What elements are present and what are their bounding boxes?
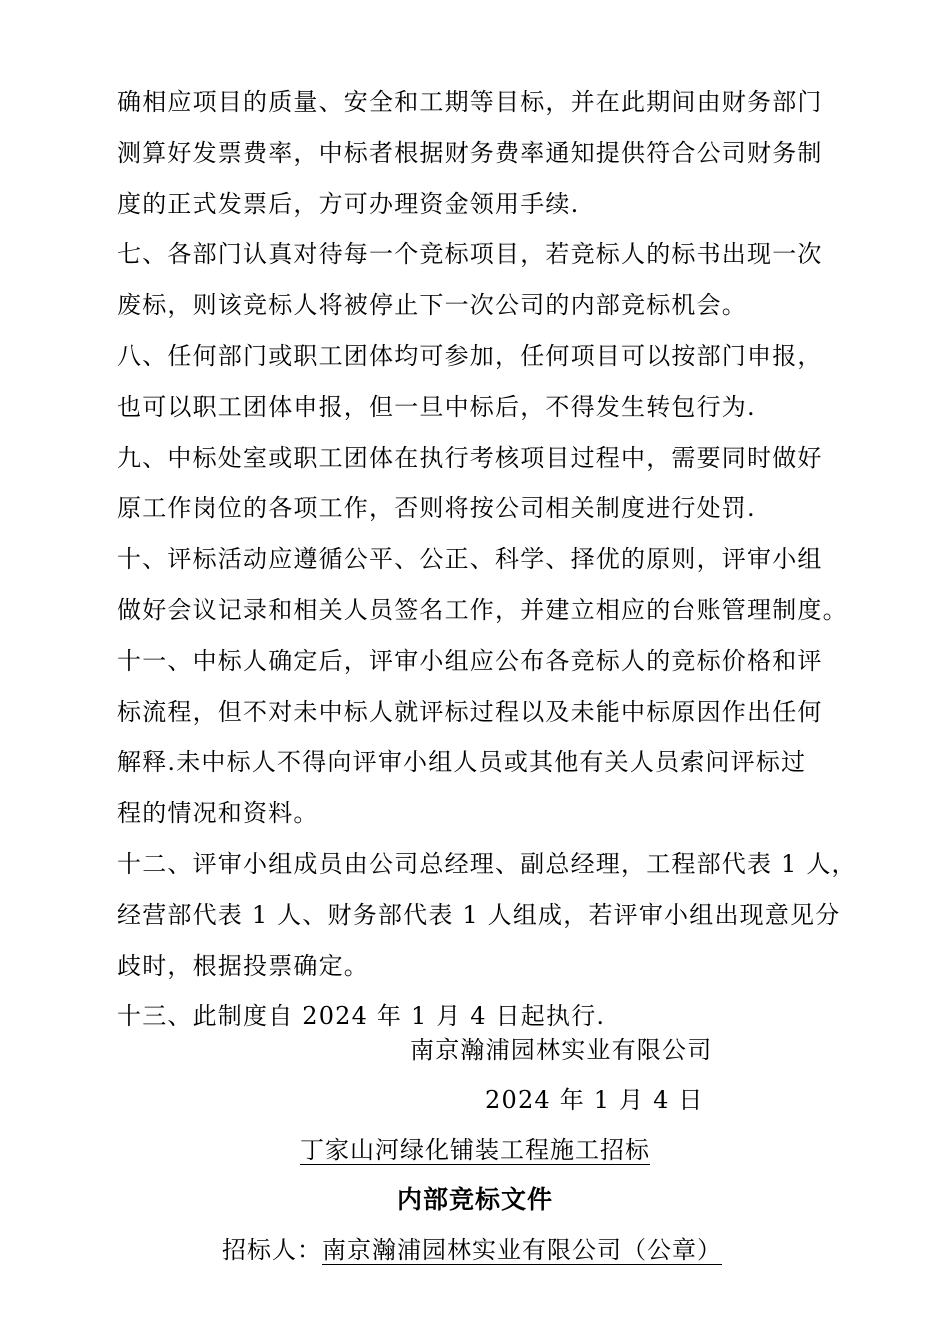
body-line: 也可以职工团体申报，但一旦中标后，不得发生转包行为. [117,392,756,421]
document-title-type: 内部竞标文件 [396,1185,553,1214]
body-line: 八、任何部门或职工团体均可参加，任何项目可以按部门申报， [117,341,823,370]
document-title-project [0,1130,950,1165]
body-line: 十三、此制度自 2024 年 1 月 4 日起执行. [117,1002,606,1031]
body-line: 测算好发票费率，中标者根据财务费率通知提供符合公司财务制 [117,138,823,167]
tenderer-line [222,1230,722,1265]
signature-company: 南京瀚浦园林实业有限公司 [410,1036,713,1064]
body-line: 七、各部门认真对待每一个竞标项目，若竞标人的标书出现一次 [117,240,823,269]
body-line: 十二、评审小组成员由公司总经理、副总经理，工程部代表 1 人， [117,849,857,878]
body-line: 原工作岗位的各项工作，否则将按公司相关制度进行处罚. [117,494,756,523]
body-line: 歧时，根据投票确定。 [117,951,369,980]
body-line: 确相应项目的质量、安全和工期等目标，并在此期间由财务部门 [117,88,823,116]
body-line: 解释.未中标人不得向评审小组人员或其他有关人员索问评标过 [117,748,807,777]
signature-date: 2024 年 1 月 4 日 [485,1086,704,1114]
body-line: 十、评标活动应遵循公平、公正、科学、择优的原则，评审小组 [117,545,823,574]
tenderer-value: 南京瀚浦园林实业有限公司（公章） [322,1236,722,1264]
body-line: 经营部代表 1 人、财务部代表 1 人组成，若评审小组出现意见分 [117,900,841,929]
body-line: 标流程，但不对未中标人就评标过程以及未能中标原因作出任何 [117,697,823,726]
body-line: 废标，则该竞标人将被停止下一次公司的内部竞标机会。 [117,291,747,320]
body-line: 十一、中标人确定后，评审小组应公布各竞标人的竞标价格和评 [117,646,823,675]
body-line: 做好会议记录和相关人员签名工作，并建立相应的台账管理制度。 [117,595,848,624]
regulation-body [117,77,857,1042]
tenderer-label: 招标人： [222,1236,322,1264]
body-line: 程的情况和资料。 [117,799,319,828]
body-line: 度的正式发票后，方可办理资金领用手续. [117,189,580,218]
project-title-text: 丁家山河绿化铺装工程施工招标 [300,1136,650,1164]
body-line: 九、中标处室或职工团体在执行考核项目过程中，需要同时做好 [117,443,823,472]
